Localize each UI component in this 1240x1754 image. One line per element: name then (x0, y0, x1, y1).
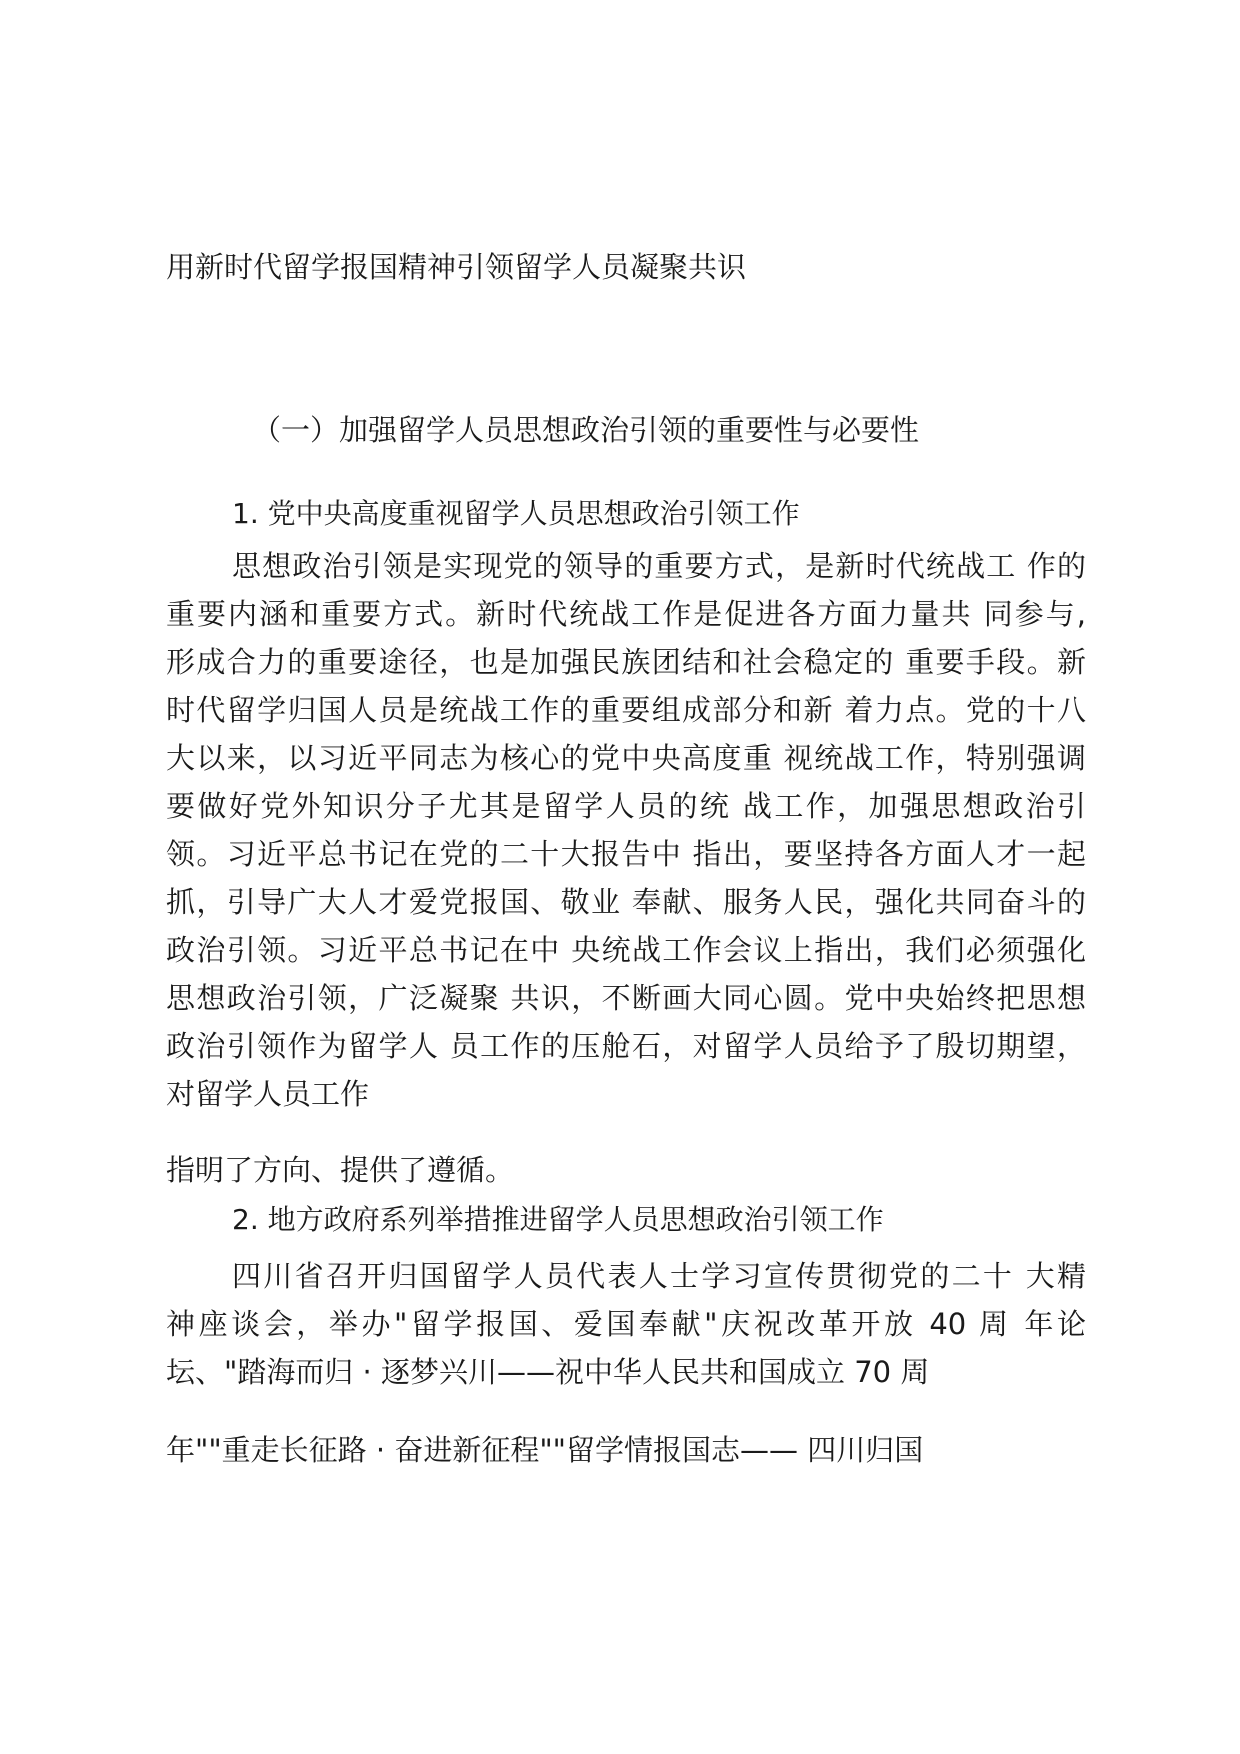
paragraph-2-tail: 年""重走长征路 · 奋进新征程""留学情报国志—— 四川归国 (166, 1433, 924, 1467)
paragraph-2-line: 四川省召开归国留学人员代表人士学习宣传贯彻党的二十 大精 (232, 1259, 1086, 1293)
subsection-heading-2: 2. 地方政府系列举措推进留学人员思想政治引领工作 (232, 1203, 884, 1236)
paragraph-2-line: 神座谈会，举办"留学报国、爱国奉献"庆祝改革开放 40 周 年论 (166, 1307, 1086, 1341)
paragraph-1-line: 领。习近平总书记在党的二十大报告中 指出，要坚持各方面人才一起 (166, 837, 1086, 871)
paragraph-1-line: 形成合力的重要途径，也是加强民族团结和社会稳定的 重要手段。新 (166, 645, 1086, 679)
paragraph-1-line: 大以来，以习近平同志为核心的党中央高度重 视统战工作，特别强调 (166, 741, 1086, 775)
section-heading: （一）加强留学人员思想政治引领的重要性与必要性 (252, 413, 920, 447)
paragraph-1-tail: 指明了方向、提供了遵循。 (166, 1153, 515, 1187)
subsection-heading-1: 1. 党中央高度重视留学人员思想政治引领工作 (232, 497, 800, 530)
paragraph-1-line: 抓，引导广大人才爱党报国、敬业 奉献、服务人民，强化共同奋斗的 (166, 885, 1086, 919)
paragraph-1-line: 要做好党外知识分子尤其是留学人员的统 战工作，加强思想政治引 (166, 789, 1086, 823)
paragraph-1-line: 政治引领。习近平总书记在中 央统战工作会议上指出，我们必须强化 (166, 933, 1086, 967)
paragraph-1-line: 重要内涵和重要方式。新时代统战工作是促进各方面力量共 同参与, (166, 597, 1086, 631)
paragraph-1-line: 思想政治引领是实现党的领导的重要方式，是新时代统战工 作的 (232, 549, 1086, 583)
paragraph-1-line: 思想政治引领，广泛凝聚 共识，不断画大同心圆。党中央始终把思想 (166, 981, 1086, 1015)
paragraph-2-line: 坛、"踏海而归 · 逐梦兴川——祝中华人民共和国成立 70 周 (166, 1355, 930, 1389)
document-title: 用新时代留学报国精神引领留学人员凝聚共识 (166, 250, 747, 284)
paragraph-1-line: 对留学人员工作 (166, 1077, 370, 1111)
paragraph-1-line: 政治引领作为留学人 员工作的压舱石，对留学人员给予了殷切期望， (166, 1029, 1086, 1063)
paragraph-1-line: 时代留学归国人员是统战工作的重要组成部分和新 着力点。党的十八 (166, 693, 1086, 727)
